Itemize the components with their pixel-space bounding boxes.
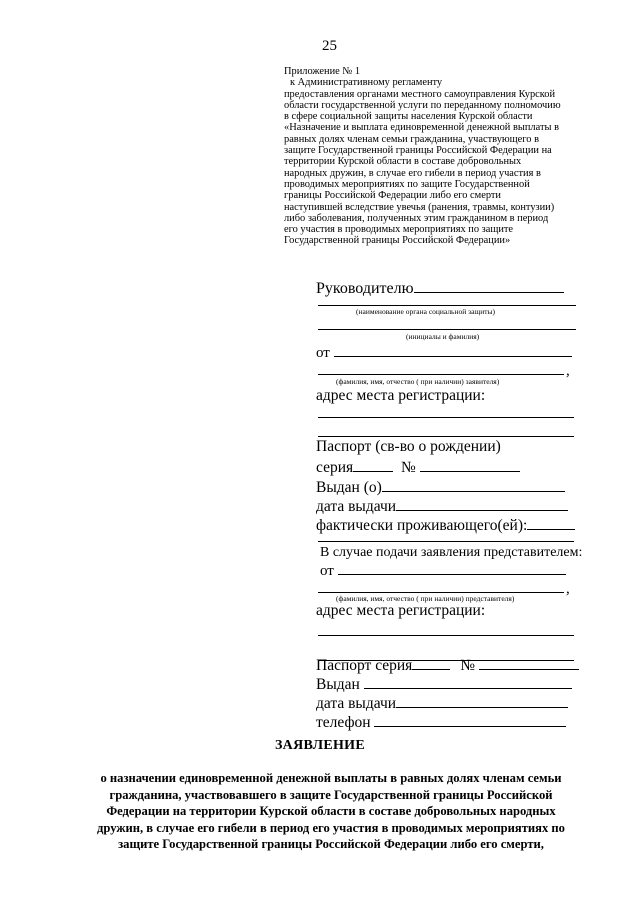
annex-header	[284, 66, 584, 247]
rep-reg-address-field-1[interactable]	[318, 635, 574, 636]
rep-reg-address-label: адрес места регистрации:	[316, 602, 486, 619]
annex-line: Государственной границы Российской Федерации»	[284, 235, 511, 247]
reg-address-label: адрес места регистрации:	[316, 387, 486, 404]
rep-issue-date-field[interactable]	[396, 693, 568, 708]
organ-hint: (наименование органа социальной защиты)	[356, 307, 496, 316]
annex-line: в сфере социальной защиты населения Курской области	[284, 111, 533, 123]
actual-residence-field[interactable]	[527, 515, 575, 530]
phone-row	[316, 712, 566, 732]
rep-comma: ,	[566, 581, 570, 597]
statement-line: дружин, в случае его гибели в период его участия в проводимых мероприятиях по	[97, 820, 565, 835]
reg-address-field-2[interactable]	[318, 436, 574, 437]
annex-line: равных долях членам семьи гражданина, участвующего в	[284, 133, 539, 145]
addressee-label: Руководителю	[316, 280, 414, 297]
statement-line: о назначении единовременной денежной выплаты в равных долях членам семьи	[100, 771, 562, 785]
annex-line: либо заболевания, полученных этим гражданином в период	[284, 212, 549, 224]
rep-from-field[interactable]	[338, 560, 566, 575]
rep-passport-row	[316, 655, 579, 675]
annex-line: территории Курской области в составе добровольных	[284, 156, 522, 168]
annex-line: защите Государственной границы Российской Федерации на	[284, 145, 552, 157]
annex-line: проводимых мероприятиях по защите Государственной	[284, 178, 530, 190]
addressee-row	[316, 278, 564, 298]
statement-line: гражданина, участвовавшего в защите Государственной границы Российской	[109, 787, 553, 802]
statement-title: ЗАЯВЛЕНИЕ	[274, 738, 365, 753]
applicant-comma: ,	[566, 363, 570, 379]
statement-line: Федерации на территории Курской области в составе добровольных народных	[106, 804, 556, 818]
statement-text	[96, 770, 566, 853]
series-label: серия	[316, 459, 354, 476]
rep-issued-row	[316, 674, 572, 694]
number-label: №	[401, 459, 416, 476]
rep-issue-date-row	[316, 693, 568, 713]
annex-line: области государственной услуги по переданному полномочию	[284, 99, 561, 111]
rep-series-field[interactable]	[412, 655, 450, 670]
organ-field[interactable]	[318, 305, 576, 306]
rep-issued-label: Выдан	[316, 676, 360, 693]
initials-field[interactable]	[318, 329, 576, 330]
statement-line: защите Государственной границы Российской Федерации либо его смерти,	[118, 837, 544, 851]
issue-date-field[interactable]	[396, 496, 568, 511]
issued-label: Выдан (о)	[316, 479, 382, 496]
page-number: 25	[322, 38, 337, 54]
actual-residence-row	[316, 515, 575, 535]
from-row	[316, 342, 572, 362]
phone-label: телефон	[316, 714, 371, 731]
issue-date-row	[316, 496, 568, 516]
annex-line: «Назначение и выплата единовременной денежной выплаты в	[284, 122, 559, 134]
annex-line: его участия в проводимых мероприятиях по защите	[284, 224, 514, 236]
annex-line: Приложение № 1	[284, 66, 361, 77]
issue-date-label: дата выдачи	[316, 498, 397, 515]
rep-from-label: от	[320, 563, 334, 579]
reg-address-field-1[interactable]	[318, 417, 574, 418]
rep-number-field[interactable]	[479, 655, 579, 670]
rep-issued-field[interactable]	[364, 674, 572, 689]
applicant-name-field[interactable]	[318, 374, 564, 375]
rep-name-field[interactable]	[318, 592, 564, 593]
rep-issue-date-label: дата выдачи	[316, 695, 397, 712]
addressee-field[interactable]	[414, 278, 564, 293]
annex-line: границы Российской Федерации либо его смерти	[284, 190, 501, 202]
number-field[interactable]	[420, 457, 520, 472]
issued-field[interactable]	[382, 477, 565, 492]
actual-residence-field-2[interactable]	[318, 541, 574, 542]
series-field[interactable]	[353, 457, 393, 472]
initials-hint: (инициалы и фамилия)	[406, 332, 480, 341]
applicant-hint: (фамилия, имя, отчество ( при наличии) заявителя)	[336, 377, 500, 386]
passport-label: Паспорт (св-во о рождении)	[316, 438, 501, 455]
phone-field[interactable]	[374, 712, 566, 727]
rep-passport-label: Паспорт серия	[316, 657, 413, 674]
from-field[interactable]	[334, 342, 572, 357]
annex-line: к Административному регламенту	[290, 77, 443, 89]
annex-line: предоставления органами местного самоуправления Курской	[284, 88, 556, 100]
annex-line: наступившей вследствие увечья (ранения, травмы, контузии)	[284, 201, 555, 213]
issued-row	[316, 477, 565, 497]
representative-hint: (фамилия, имя, отчество ( при наличии) представителя)	[336, 594, 515, 603]
actual-residence-label: фактически проживающего(ей):	[316, 517, 528, 534]
annex-line: народных дружин, в случае его гибели в период участия в	[284, 167, 541, 179]
rep-from-row	[320, 560, 566, 580]
series-row	[316, 457, 520, 477]
representative-label: В случае подачи заявления представителем:	[320, 545, 583, 560]
from-label: от	[316, 345, 330, 361]
rep-number-label: №	[460, 657, 475, 674]
